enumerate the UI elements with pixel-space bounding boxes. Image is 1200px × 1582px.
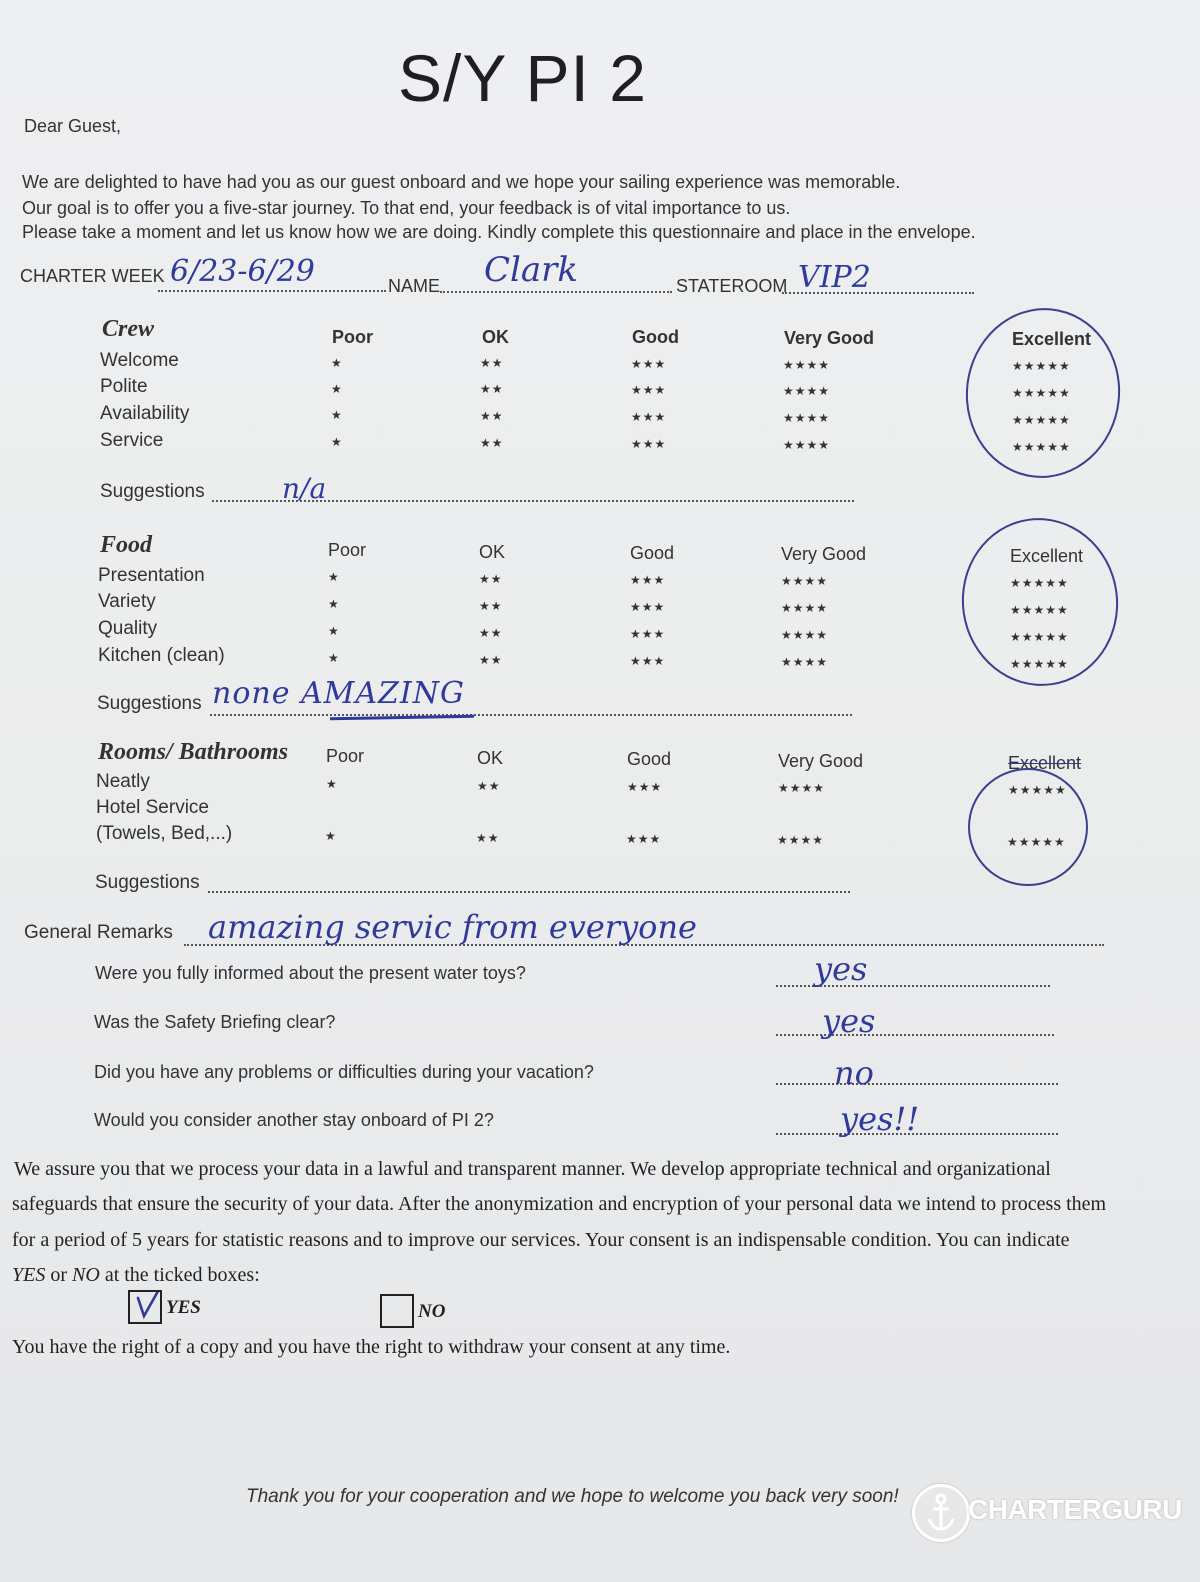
star-rating-5[interactable]: ★★★★★ <box>1012 386 1071 400</box>
star-rating-4[interactable]: ★★★★ <box>778 781 826 795</box>
anchor-logo-icon <box>912 1484 970 1542</box>
rooms-header-good: Good <box>627 749 672 769</box>
star-rating-4[interactable]: ★★★★ <box>783 438 831 452</box>
consent-prompt-no: NO <box>72 1264 100 1286</box>
checkmark-icon <box>130 1292 160 1322</box>
answer-another-stay[interactable]: yes!! <box>840 1100 920 1138</box>
star-rating-5[interactable]: ★★★★★ <box>1010 657 1069 671</box>
question-water-toys: Were you fully informed about the present water toys? <box>95 963 526 983</box>
crew-header-poor: Poor <box>332 327 374 347</box>
answer-problems[interactable]: no <box>834 1054 874 1092</box>
consent-prompt-tail: at the ticked boxes: <box>99 1264 260 1286</box>
star-rating-3[interactable]: ★★★ <box>630 627 666 641</box>
star-rating-1[interactable]: ★ <box>331 408 343 422</box>
section-title-crew: Crew <box>102 316 155 342</box>
crew-header-very-good: Very Good <box>784 328 875 348</box>
consent-text-line-2: safeguards that ensure the security of your data. After the anonymization and encryption of your personal data we intend to process them <box>12 1193 1107 1215</box>
star-rating-4[interactable]: ★★★★ <box>783 384 831 398</box>
star-rating-3[interactable]: ★★★ <box>631 357 667 371</box>
food-header-excellent: Excellent <box>1010 546 1084 566</box>
food-item-variety: Variety <box>98 591 156 612</box>
star-rating-4[interactable]: ★★★★ <box>781 628 829 642</box>
anchor-icon <box>915 1487 967 1539</box>
star-rating-1[interactable]: ★ <box>328 570 340 584</box>
food-item-quality: Quality <box>98 618 158 639</box>
name-value[interactable]: Clark <box>484 250 579 290</box>
star-rating-2[interactable]: ★★ <box>479 653 503 667</box>
food-header-very-good: Very Good <box>781 544 867 564</box>
star-rating-5[interactable]: ★★★★★ <box>1010 603 1069 617</box>
star-rating-2[interactable]: ★★ <box>480 409 504 423</box>
rooms-item-neatly: Neatly <box>96 771 150 792</box>
star-rating-2[interactable]: ★★ <box>477 779 501 793</box>
food-header-poor: Poor <box>328 540 367 560</box>
charter-week-value[interactable]: 6/23-6/29 <box>170 254 315 289</box>
watermark-logo-text: CHARTERGURU <box>968 1494 1182 1525</box>
star-rating-3[interactable]: ★★★ <box>631 410 667 424</box>
rights-text: You have the right of a copy and you have the right to withdraw your consent at any time. <box>12 1336 731 1358</box>
answer-line-safety-briefing <box>776 1034 1054 1036</box>
star-rating-2[interactable]: ★★ <box>480 436 504 450</box>
answer-line-problems <box>776 1083 1058 1085</box>
name-label: NAME <box>388 276 441 296</box>
excellent-selection-circle-food <box>951 508 1129 696</box>
star-rating-5[interactable]: ★★★★★ <box>1010 630 1069 644</box>
star-rating-2[interactable]: ★★ <box>479 626 503 640</box>
rooms-header-very-good: Very Good <box>778 751 864 771</box>
rooms-suggestions-label: Suggestions <box>95 872 200 893</box>
star-rating-1[interactable]: ★ <box>325 829 337 843</box>
star-rating-1[interactable]: ★ <box>331 435 343 449</box>
crew-suggestions-value[interactable]: n/a <box>282 472 327 505</box>
page-title: S/Y PI 2 <box>398 41 647 115</box>
star-rating-5[interactable]: ★★★★★ <box>1010 576 1069 590</box>
food-item-kitchen: Kitchen (clean) <box>98 645 225 666</box>
star-rating-5[interactable]: ★★★★★ <box>1012 413 1071 427</box>
star-rating-5[interactable]: ★★★★★ <box>1008 783 1067 797</box>
food-suggestions-label: Suggestions <box>97 693 202 714</box>
consent-yes-checkbox[interactable] <box>128 1290 162 1324</box>
food-item-presentation: Presentation <box>98 565 205 586</box>
consent-prompt-yes: YES <box>12 1264 46 1286</box>
star-rating-4[interactable]: ★★★★ <box>781 574 829 588</box>
star-rating-1[interactable]: ★ <box>326 777 338 791</box>
star-rating-3[interactable]: ★★★ <box>630 600 666 614</box>
star-rating-1[interactable]: ★ <box>328 597 340 611</box>
star-rating-2[interactable]: ★★ <box>479 572 503 586</box>
consent-prompt-or: or <box>45 1264 73 1286</box>
section-title-food: Food <box>100 532 153 558</box>
crew-suggestions-label: Suggestions <box>100 481 205 502</box>
rooms-item-towels-bed: (Towels, Bed,...) <box>96 823 233 844</box>
question-problems: Did you have any problems or difficulties during your vacation? <box>94 1062 594 1082</box>
star-rating-3[interactable]: ★★★ <box>631 383 667 397</box>
answer-water-toys[interactable]: yes <box>814 950 868 988</box>
star-rating-2[interactable]: ★★ <box>476 831 500 845</box>
rooms-header-excellent: Excellent <box>1008 753 1082 773</box>
star-rating-4[interactable]: ★★★★ <box>783 358 831 372</box>
food-suggestions-value[interactable]: none AMAZING <box>212 676 465 711</box>
charter-week-label: CHARTER WEEK <box>20 266 165 286</box>
thank-you-text: Thank you for your cooperation and we hope to welcome you back very soon! <box>246 1486 899 1507</box>
star-rating-5[interactable]: ★★★★★ <box>1012 359 1071 373</box>
food-header-ok: OK <box>479 542 506 562</box>
star-rating-3[interactable]: ★★★ <box>630 573 666 587</box>
star-rating-2[interactable]: ★★ <box>480 356 504 370</box>
rooms-item-hotel-service: Hotel Service <box>96 797 209 818</box>
intro-line-2: Our goal is to offer you a five-star journey. To that end, your feedback is of vital importance to us. <box>22 198 791 218</box>
crew-item-welcome: Welcome <box>100 350 179 371</box>
consent-text-line-1: We assure you that we process your data in a lawful and transparent manner. We develop appropriate technical and organizational <box>14 1158 1051 1180</box>
star-rating-2[interactable]: ★★ <box>480 382 504 396</box>
star-rating-4[interactable]: ★★★★ <box>781 601 829 615</box>
general-remarks-label: General Remarks <box>24 922 173 943</box>
star-rating-1[interactable]: ★ <box>328 624 340 638</box>
food-header-good: Good <box>630 543 675 563</box>
crew-item-service: Service <box>100 430 164 451</box>
star-rating-1[interactable]: ★ <box>331 382 343 396</box>
star-rating-1[interactable]: ★ <box>328 651 340 665</box>
name-line <box>440 291 672 293</box>
rooms-header-poor: Poor <box>326 746 365 766</box>
star-rating-5[interactable]: ★★★★★ <box>1012 440 1071 454</box>
greeting: Dear Guest, <box>24 116 122 136</box>
intro-line-3: Please take a moment and let us know how we are doing. Kindly complete this questionnaire and place in the envelope. <box>22 222 976 242</box>
crew-header-excellent: Excellent <box>1012 329 1092 349</box>
star-rating-3[interactable]: ★★★ <box>631 437 667 451</box>
star-rating-3[interactable]: ★★★ <box>630 654 666 668</box>
consent-text-line-3: for a period of 5 years for statistic reasons and to improve our services. Your consent is an indispensable condition. You can indicate <box>12 1229 1070 1251</box>
star-rating-4[interactable]: ★★★★ <box>781 655 829 669</box>
charter-week-line <box>158 290 386 292</box>
stateroom-label: STATEROOM <box>676 276 788 296</box>
star-rating-5[interactable]: ★★★★★ <box>1007 835 1066 849</box>
question-safety-briefing: Was the Safety Briefing clear? <box>94 1012 336 1032</box>
consent-prompt <box>12 1264 260 1287</box>
star-rating-4[interactable]: ★★★★ <box>783 411 831 425</box>
rooms-suggestions-line <box>208 891 850 893</box>
star-rating-2[interactable]: ★★ <box>479 599 503 613</box>
section-title-rooms: Rooms/ Bathrooms <box>98 739 289 765</box>
star-rating-3[interactable]: ★★★ <box>627 780 663 794</box>
crew-item-polite: Polite <box>100 376 148 397</box>
food-suggestions-line <box>210 714 852 716</box>
crew-header-good: Good <box>632 327 679 347</box>
crew-header-ok: OK <box>482 327 509 347</box>
star-rating-1[interactable]: ★ <box>331 356 343 370</box>
consent-yes-label: YES <box>166 1297 201 1318</box>
excellent-selection-circle-crew <box>958 300 1129 485</box>
general-remarks-value[interactable]: amazing servic from everyone <box>208 908 697 946</box>
answer-safety-briefing[interactable]: yes <box>822 1002 876 1040</box>
question-another-stay: Would you consider another stay onboard of PI 2? <box>94 1110 494 1130</box>
star-rating-4[interactable]: ★★★★ <box>777 833 825 847</box>
consent-no-checkbox[interactable] <box>380 1294 414 1328</box>
stateroom-value[interactable]: VIP2 <box>798 260 871 295</box>
crew-item-availability: Availability <box>100 403 190 424</box>
consent-no-label: NO <box>418 1301 446 1322</box>
excellent-selection-circle-rooms <box>968 768 1088 886</box>
rooms-header-ok: OK <box>477 748 504 768</box>
intro-line-1: We are delighted to have had you as our guest onboard and we hope your sailing experience was memorable. <box>22 172 901 192</box>
star-rating-3[interactable]: ★★★ <box>626 832 662 846</box>
